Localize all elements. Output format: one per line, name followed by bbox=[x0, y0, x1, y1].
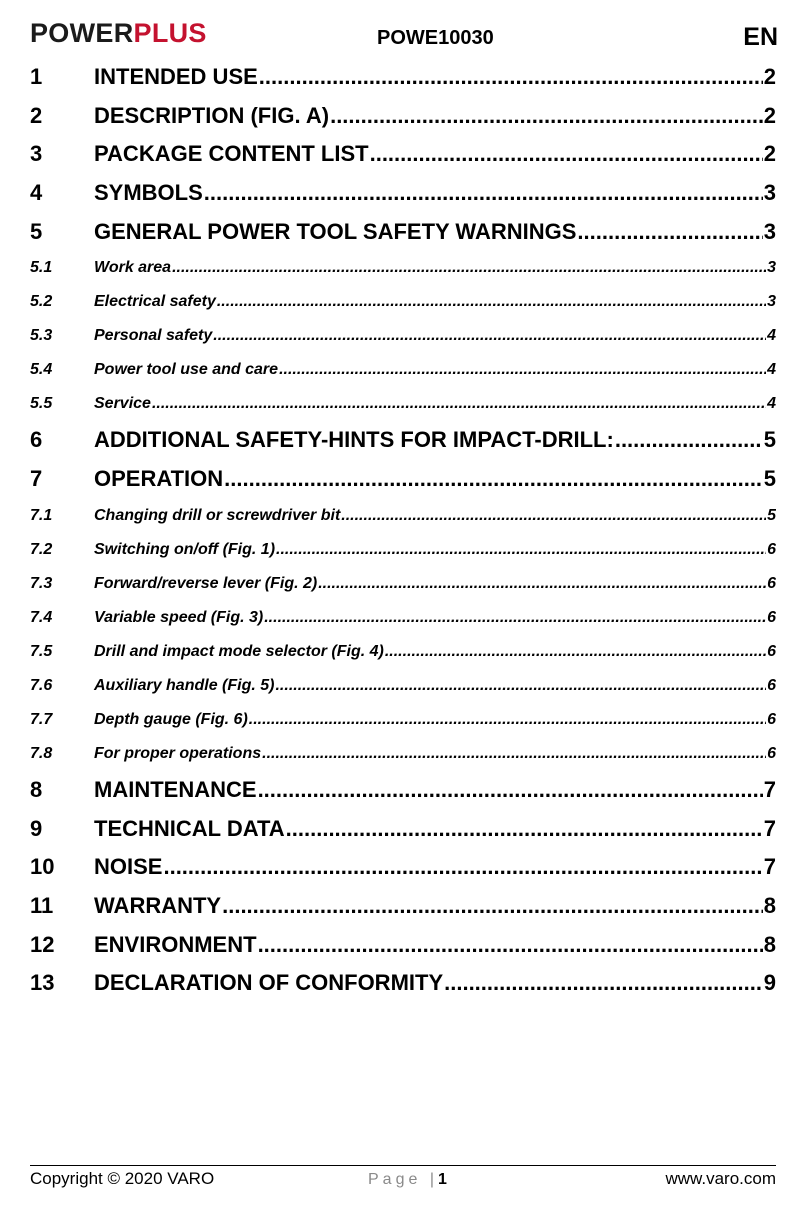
toc-entry-number: 7.1 bbox=[30, 506, 53, 524]
page-label: Page bbox=[368, 1171, 422, 1188]
toc-entry-number: 5.4 bbox=[30, 361, 53, 379]
brand-logo bbox=[30, 18, 207, 49]
toc-dot-leader bbox=[163, 848, 762, 887]
toc-entry-title: SYMBOLS bbox=[94, 180, 203, 206]
toc-entry-number: 5.2 bbox=[30, 293, 53, 311]
toc-entry-title: DECLARATION OF CONFORMITY bbox=[94, 970, 444, 996]
toc-entry-page: 3 bbox=[767, 259, 776, 277]
toc-entry-page: 2 bbox=[763, 64, 776, 89]
toc-entry-page: 7 bbox=[763, 854, 776, 880]
toc-entry-title: ADDITIONAL SAFETY-HINTS FOR IMPACT-DRILL: bbox=[94, 427, 614, 453]
toc-dot-leader bbox=[258, 771, 763, 810]
toc-entry-number: 7.3 bbox=[30, 574, 53, 592]
toc-entry-page: 6 bbox=[767, 710, 776, 728]
toc-entry-page: 2 bbox=[763, 102, 776, 128]
toc-entry-page: 7 bbox=[763, 815, 776, 841]
toc-dot-leader bbox=[275, 669, 766, 703]
toc-dot-leader bbox=[172, 251, 766, 285]
toc-entry-page: 6 bbox=[767, 642, 776, 660]
page-separator: | bbox=[429, 1171, 438, 1188]
toc-dot-leader bbox=[258, 926, 763, 965]
toc-entry[interactable] bbox=[30, 926, 776, 965]
toc-entry-title: INTENDED USE bbox=[94, 64, 258, 89]
toc-entry-number: 7.4 bbox=[30, 608, 53, 626]
toc-entry-number: 1 bbox=[30, 64, 43, 89]
toc-entry[interactable] bbox=[30, 848, 776, 887]
toc-dot-leader bbox=[577, 213, 762, 252]
toc-entry[interactable] bbox=[30, 635, 776, 669]
toc-entry[interactable] bbox=[30, 174, 776, 213]
toc-entry-number: 5 bbox=[30, 218, 43, 244]
table-of-contents bbox=[30, 58, 776, 1003]
toc-entry-title: Work area bbox=[94, 259, 172, 277]
toc-entry-title: Forward/reverse lever (Fig. 2) bbox=[94, 574, 318, 592]
toc-entry-title: OPERATION bbox=[94, 466, 224, 492]
toc-entry-title: MAINTENANCE bbox=[94, 776, 257, 802]
toc-entry-number: 7.8 bbox=[30, 744, 53, 762]
toc-entry[interactable] bbox=[30, 703, 776, 737]
toc-entry-number: 7 bbox=[30, 466, 43, 492]
toc-entry-page: 6 bbox=[767, 676, 776, 694]
toc-entry[interactable] bbox=[30, 421, 776, 460]
toc-entry[interactable] bbox=[30, 135, 776, 174]
toc-dot-leader bbox=[262, 737, 766, 771]
toc-entry-title: PACKAGE CONTENT LIST bbox=[94, 141, 369, 167]
toc-dot-leader bbox=[330, 97, 763, 136]
toc-dot-leader bbox=[276, 533, 766, 567]
toc-entry-number: 7.2 bbox=[30, 540, 53, 558]
toc-entry-page: 5 bbox=[767, 506, 776, 524]
toc-entry-title: TECHNICAL DATA bbox=[94, 815, 285, 841]
toc-entry-title: Switching on/off (Fig. 1) bbox=[94, 540, 276, 558]
toc-entry-title: Variable speed (Fig. 3) bbox=[94, 608, 264, 626]
toc-dot-leader bbox=[318, 567, 766, 601]
toc-entry[interactable] bbox=[30, 771, 776, 810]
toc-entry-number: 7.7 bbox=[30, 710, 53, 728]
page-footer bbox=[30, 1165, 776, 1202]
toc-entry-title: WARRANTY bbox=[94, 892, 222, 918]
toc-entry[interactable] bbox=[30, 251, 776, 285]
toc-entry-number: 7.6 bbox=[30, 676, 53, 694]
toc-entry-number: 3 bbox=[30, 141, 43, 167]
toc-entry[interactable] bbox=[30, 567, 776, 601]
toc-entry[interactable] bbox=[30, 387, 776, 421]
toc-entry-page: 4 bbox=[767, 361, 776, 379]
toc-entry-page: 3 bbox=[767, 293, 776, 311]
toc-entry-page: 8 bbox=[763, 892, 776, 918]
toc-entry-number: 8 bbox=[30, 776, 43, 802]
toc-entry-page: 4 bbox=[767, 327, 776, 345]
toc-dot-leader bbox=[279, 353, 766, 387]
toc-entry-number: 12 bbox=[30, 931, 55, 957]
toc-dot-leader bbox=[217, 285, 766, 319]
logo-part-plus: PLUS bbox=[133, 18, 207, 48]
language-code: EN bbox=[743, 23, 778, 51]
toc-entry-page: 5 bbox=[763, 427, 776, 453]
toc-entry-number: 11 bbox=[30, 892, 54, 918]
toc-entry[interactable] bbox=[30, 601, 776, 635]
toc-entry-page: 8 bbox=[763, 931, 776, 957]
page-indicator bbox=[368, 1171, 447, 1189]
toc-entry[interactable] bbox=[30, 97, 776, 136]
toc-entry-page: 7 bbox=[763, 776, 776, 802]
toc-entry-title: Drill and impact mode selector (Fig. 4) bbox=[94, 642, 384, 660]
toc-entry-title: GENERAL POWER TOOL SAFETY WARNINGS bbox=[94, 218, 577, 244]
toc-entry-title: ENVIRONMENT bbox=[94, 931, 257, 957]
toc-entry-page: 3 bbox=[763, 218, 776, 244]
toc-entry[interactable] bbox=[30, 887, 776, 926]
toc-entry-title: Personal safety bbox=[94, 327, 213, 345]
toc-dot-leader bbox=[370, 135, 763, 174]
toc-entry-number: 2 bbox=[30, 102, 43, 128]
toc-entry-title: For proper operations bbox=[94, 744, 262, 762]
toc-entry-title: Auxiliary handle (Fig. 5) bbox=[94, 676, 275, 694]
toc-entry-number: 9 bbox=[30, 815, 43, 841]
toc-entry-title: DESCRIPTION (FIG. A) bbox=[94, 102, 330, 128]
toc-dot-leader bbox=[385, 635, 766, 669]
toc-entry-title: Power tool use and care bbox=[94, 361, 279, 379]
document-code: POWE10030 bbox=[377, 27, 494, 49]
toc-dot-leader bbox=[259, 58, 763, 97]
toc-entry[interactable] bbox=[30, 460, 776, 499]
toc-entry-number: 10 bbox=[30, 854, 55, 880]
toc-entry-number: 7.5 bbox=[30, 642, 53, 660]
toc-entry[interactable] bbox=[30, 669, 776, 703]
toc-dot-leader bbox=[286, 810, 763, 849]
toc-entry-number: 4 bbox=[30, 180, 43, 206]
toc-entry[interactable] bbox=[30, 499, 776, 533]
toc-entry-page: 6 bbox=[767, 574, 776, 592]
toc-entry[interactable] bbox=[30, 810, 776, 849]
toc-entry[interactable] bbox=[30, 737, 776, 771]
toc-entry-number: 5.5 bbox=[30, 395, 53, 413]
toc-entry-title: Electrical safety bbox=[94, 293, 216, 311]
toc-entry-number: 6 bbox=[30, 427, 43, 453]
toc-entry[interactable] bbox=[30, 285, 776, 319]
toc-dot-leader bbox=[204, 174, 763, 213]
toc-entry-page: 6 bbox=[767, 744, 776, 762]
toc-entry[interactable] bbox=[30, 964, 776, 1003]
toc-dot-leader bbox=[224, 460, 763, 499]
toc-entry-page: 6 bbox=[767, 608, 776, 626]
toc-entry-title: Service bbox=[94, 395, 151, 413]
website-link[interactable]: www.varo.com bbox=[665, 1169, 776, 1188]
toc-entry-page: 3 bbox=[763, 180, 776, 206]
toc-entry[interactable] bbox=[30, 213, 776, 252]
toc-entry-title: NOISE bbox=[94, 854, 163, 880]
toc-dot-leader bbox=[341, 499, 766, 533]
toc-entry-page: 4 bbox=[767, 395, 776, 413]
toc-entry-page: 6 bbox=[767, 540, 776, 558]
page-number: 1 bbox=[437, 1171, 447, 1188]
toc-entry-number: 5.1 bbox=[30, 259, 53, 277]
toc-entry[interactable] bbox=[30, 353, 776, 387]
toc-dot-leader bbox=[444, 964, 763, 1003]
toc-dot-leader bbox=[213, 319, 766, 353]
toc-dot-leader bbox=[249, 703, 766, 737]
page-header bbox=[30, 14, 778, 54]
logo-part-power: POWER bbox=[30, 18, 134, 48]
toc-entry-page: 5 bbox=[763, 466, 776, 492]
toc-entry-page: 2 bbox=[763, 141, 776, 167]
toc-dot-leader bbox=[615, 421, 763, 460]
toc-entry-title: Changing drill or screwdriver bit bbox=[94, 506, 341, 524]
toc-entry[interactable] bbox=[30, 58, 776, 97]
copyright-text: Copyright © 2020 VARO bbox=[30, 1169, 215, 1188]
toc-entry[interactable] bbox=[30, 533, 776, 567]
toc-dot-leader bbox=[264, 601, 766, 635]
toc-dot-leader bbox=[222, 887, 763, 926]
toc-dot-leader bbox=[152, 387, 766, 421]
toc-entry-title: Depth gauge (Fig. 6) bbox=[94, 710, 248, 728]
toc-entry-page: 9 bbox=[763, 970, 776, 996]
toc-entry-number: 5.3 bbox=[30, 327, 53, 345]
toc-entry[interactable] bbox=[30, 319, 776, 353]
toc-entry-number: 13 bbox=[30, 970, 55, 996]
